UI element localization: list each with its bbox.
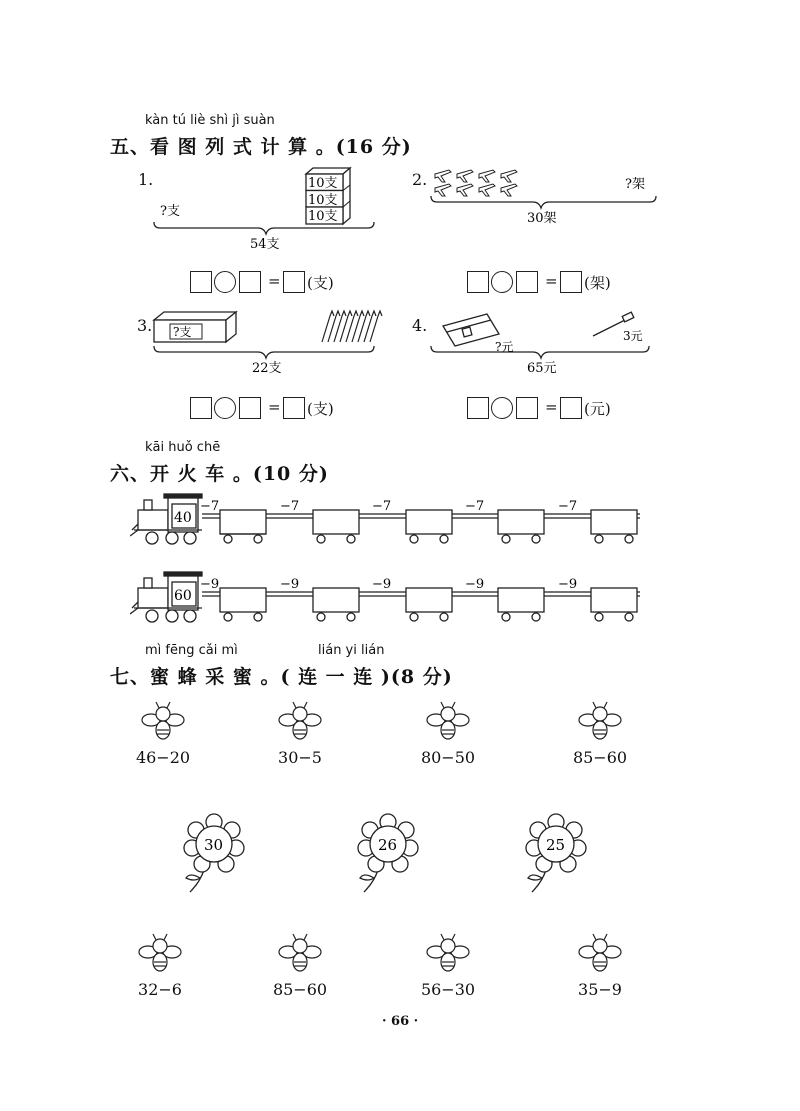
p1-answer-box-1[interactable] [190,271,212,293]
p2-brace [431,196,656,208]
p4-answer-box-2[interactable] [516,397,538,419]
train2-op-4: −9 [465,577,485,592]
train1-start-value: 40 [174,510,192,526]
p3-box-label: ?支 [173,325,192,339]
flower-1-value: 30 [204,836,224,854]
p2-question: ?架 [625,177,645,192]
p1-box-label-2: 10支 [308,193,338,208]
top-bee-1-expr: 46−20 [135,748,191,767]
top-bee-4-expr: 85−60 [572,748,628,767]
p3-number: 3. [137,316,153,335]
p3-brace [154,346,374,358]
sec5-title: 五、看 图 列 式 计 算 。(16 分) [110,136,412,158]
bee-icon [426,700,470,744]
flower-2-value: 26 [378,836,398,854]
bottom-bee-1-expr: 32−6 [138,980,182,999]
page-number: · 66 · [382,1014,419,1029]
p1-figure [150,160,390,250]
train1-op-1: −7 [200,499,220,514]
train1-cars [220,510,637,543]
sec6-title: 六、开 火 车 。(10 分) [110,463,329,485]
p1-equals: = [268,272,281,290]
p1-total: 54支 [250,237,280,250]
top-bee-3[interactable] [418,700,478,767]
p3-answer-box-1[interactable] [190,397,212,419]
p1-box-label-3: 10支 [308,209,338,224]
bottom-bee-3[interactable] [418,932,478,999]
sec7-pinyin-2: lián yi lián [318,643,385,658]
sec7-pinyin-1: mì fēng cǎi mì [145,643,238,658]
train2-op-2: −9 [280,577,300,592]
p4-figure [425,306,665,381]
flower-3-value: 25 [546,836,566,854]
train1-op-5: −7 [558,499,578,514]
top-bee-2-expr: 30−5 [278,748,322,767]
p4-number: 4. [412,316,428,335]
top-bee-4[interactable] [570,700,630,767]
flower-3[interactable] [522,812,592,897]
p3-answer-box-2[interactable] [239,397,261,419]
top-bee-3-expr: 80−50 [420,748,476,767]
p2-equals: = [545,272,558,290]
bottom-bee-2-expr: 85−60 [272,980,328,999]
p3-figure [150,306,390,381]
train2-op-3: −9 [372,577,392,592]
p4-question-1: ?元 [495,340,514,354]
sec7-title: 七、蜜 蜂 采 蜜 。( 连 一 连 )(8 分) [110,666,453,688]
p2-operator-circle[interactable] [491,271,513,293]
p2-answer-box-2[interactable] [516,271,538,293]
p4-operator-circle[interactable] [491,397,513,419]
top-bee-2[interactable] [270,700,330,767]
p4-unit: (元) [584,400,611,418]
train1-op-4: −7 [465,499,485,514]
bee-icon [578,700,622,744]
bee-icon [578,932,622,976]
top-bee-1[interactable] [133,700,193,767]
bottom-bee-1[interactable] [130,932,190,999]
p1-question: ?支 [160,204,180,219]
p3-total: 22支 [252,361,282,376]
p2-answer-box-1[interactable] [467,271,489,293]
bee-icon [278,932,322,976]
p2-total: 30架 [527,211,557,226]
airplanes-icon [435,170,517,196]
train-1 [130,490,650,555]
p4-brace [431,346,649,358]
p3-answer-box-3[interactable] [283,397,305,419]
bee-icon [426,932,470,976]
flower-2[interactable] [354,812,424,897]
train2-op-1: −9 [200,577,220,592]
bee-icon [141,700,185,744]
p4-total: 65元 [527,361,557,376]
p1-operator-circle[interactable] [214,271,236,293]
pencil-box-icon [154,312,236,342]
p3-unit: (支) [307,400,334,418]
p4-answer-box-3[interactable] [560,397,582,419]
bottom-bee-3-expr: 56−30 [420,980,476,999]
pencils-icon [322,311,382,342]
train2-cars [220,588,637,621]
bottom-bee-4[interactable] [570,932,630,999]
p4-equals: = [545,398,558,416]
p4-answer-box-1[interactable] [467,397,489,419]
p3-operator-circle[interactable] [214,397,236,419]
p2-number: 2. [412,170,428,189]
p2-answer-box-3[interactable] [560,271,582,293]
sec5-pinyin: kàn tú liè shì jì suàn [145,113,275,128]
bottom-bee-4-expr: 35−9 [578,980,622,999]
bee-icon [278,700,322,744]
p2-unit: (架) [584,274,611,292]
bottom-bee-2[interactable] [270,932,330,999]
p1-box-label-1: 10支 [308,176,338,191]
sec6-pinyin: kāi huǒ chē [145,440,221,455]
p1-number: 1. [138,170,154,189]
p1-answer-box-2[interactable] [239,271,261,293]
p4-question-2: 3元 [623,329,643,343]
p3-equals: = [268,398,281,416]
train1-op-2: −7 [280,499,300,514]
train2-start-value: 60 [174,588,192,604]
bee-icon [138,932,182,976]
p2-figure [425,160,665,235]
train-2 [130,568,650,633]
train2-op-5: −9 [558,577,578,592]
p1-unit: (支) [307,274,334,292]
pencil-case-icon [443,314,499,346]
train1-op-3: −7 [372,499,392,514]
p1-answer-box-3[interactable] [283,271,305,293]
flower-1[interactable] [180,812,250,897]
